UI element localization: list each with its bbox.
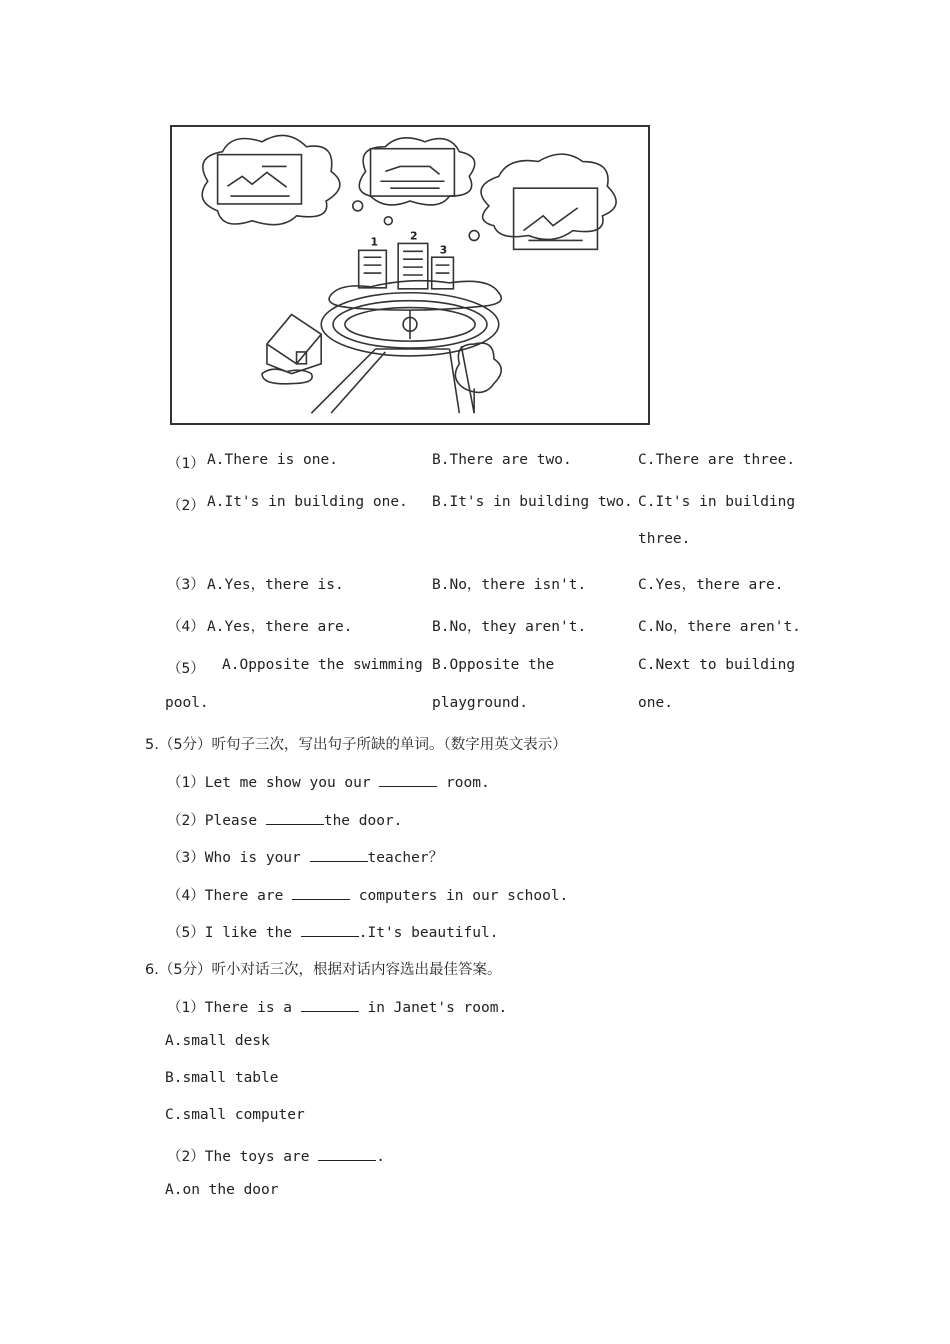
sentence-end: room. (437, 775, 490, 791)
q6-q1-option-c[interactable]: C.small computer (165, 1107, 305, 1123)
option-a-continued: pool. (165, 695, 209, 711)
answer-blank[interactable] (266, 810, 324, 826)
building-number-2: 2 (410, 229, 418, 243)
option-c[interactable]: C.It's in building (638, 494, 796, 510)
answer-blank[interactable] (379, 772, 437, 788)
q5-item-4 (167, 884, 568, 905)
q5-item-1 (167, 771, 490, 792)
option-c[interactable]: C.Yes，there are. (638, 577, 784, 593)
q5-heading: 5.（5分）听句子三次，写出句子所缺的单词。（数字用英文表示） (145, 737, 567, 753)
option-c-continued: one. (638, 695, 673, 711)
option-number: （1） (167, 456, 205, 472)
option-b-continued: playground. (432, 695, 529, 711)
building-1 (359, 250, 387, 287)
sentence-start: （3）Who is your (167, 850, 310, 866)
sentence-end: the door. (323, 813, 403, 829)
option-c[interactable]: C.There are three. (638, 452, 796, 468)
option-b[interactable]: B.No，they aren't. (432, 619, 587, 635)
option-number: （4） (167, 619, 205, 635)
illustration-svg (172, 127, 648, 423)
option-number: （2） (167, 498, 205, 514)
sentence-start: （5）I like the (167, 925, 301, 941)
sentence-end: . (376, 1149, 385, 1165)
option-c[interactable]: C.No，there aren't. (638, 619, 801, 635)
option-a[interactable]: A.It's in building one. (207, 494, 408, 510)
sentence-start: （2）Please (167, 813, 266, 829)
sentence-end: .It's beautiful. (358, 925, 499, 941)
q5-item-3 (167, 846, 443, 867)
sentence-start: （1）Let me show you our (167, 775, 380, 791)
school-map-illustration (170, 125, 650, 425)
option-a[interactable]: A.Yes，there is. (207, 577, 344, 593)
q6-q2-option-a[interactable]: A.on the door (165, 1182, 279, 1198)
answer-blank[interactable] (301, 997, 359, 1013)
thought-cloud-2 (359, 138, 474, 205)
option-number: （5） (167, 661, 205, 677)
thought-cloud-1 (202, 135, 340, 224)
answer-blank[interactable] (301, 922, 359, 938)
option-b[interactable]: B.No，there isn't. (432, 577, 587, 593)
answer-blank[interactable] (292, 885, 350, 901)
sentence-end: teacher？ (367, 850, 444, 866)
q6-question-2 (167, 1145, 385, 1166)
answer-blank[interactable] (318, 1146, 376, 1162)
sentence-start: （2）The toys are (167, 1149, 319, 1165)
q6-heading: 6.（5分）听小对话三次，根据对话内容选出最佳答案。 (145, 962, 502, 978)
sentence-end: in Janet's room. (358, 1000, 508, 1016)
q6-q1-option-a[interactable]: A.small desk (165, 1033, 270, 1049)
option-a[interactable]: A.Yes，there are. (207, 619, 353, 635)
sentence-start: （1）There is a (167, 1000, 301, 1016)
option-b[interactable]: B.There are two. (432, 452, 572, 468)
house (267, 314, 321, 373)
q5-item-5 (167, 921, 498, 942)
option-b[interactable]: B.Opposite the (432, 657, 555, 673)
q6-question-1 (167, 996, 507, 1017)
option-number: （3） (167, 577, 205, 593)
thought-cloud-3 (481, 154, 616, 239)
q5-item-2 (167, 809, 402, 830)
q6-q1-option-b[interactable]: B.small table (165, 1070, 279, 1086)
building-number-3: 3 (439, 243, 448, 257)
option-c[interactable]: C.Next to building (638, 657, 796, 673)
building-number-1: 1 (370, 235, 379, 249)
sentence-end: computers in our school. (350, 888, 569, 904)
option-c-continued: three. (638, 531, 691, 547)
answer-blank[interactable] (310, 847, 368, 863)
option-a[interactable]: A.Opposite the swimming (222, 657, 423, 673)
option-b[interactable]: B.It's in building two. (432, 494, 633, 510)
sentence-start: （4）There are (167, 888, 293, 904)
option-a[interactable]: A.There is one. (207, 452, 338, 468)
